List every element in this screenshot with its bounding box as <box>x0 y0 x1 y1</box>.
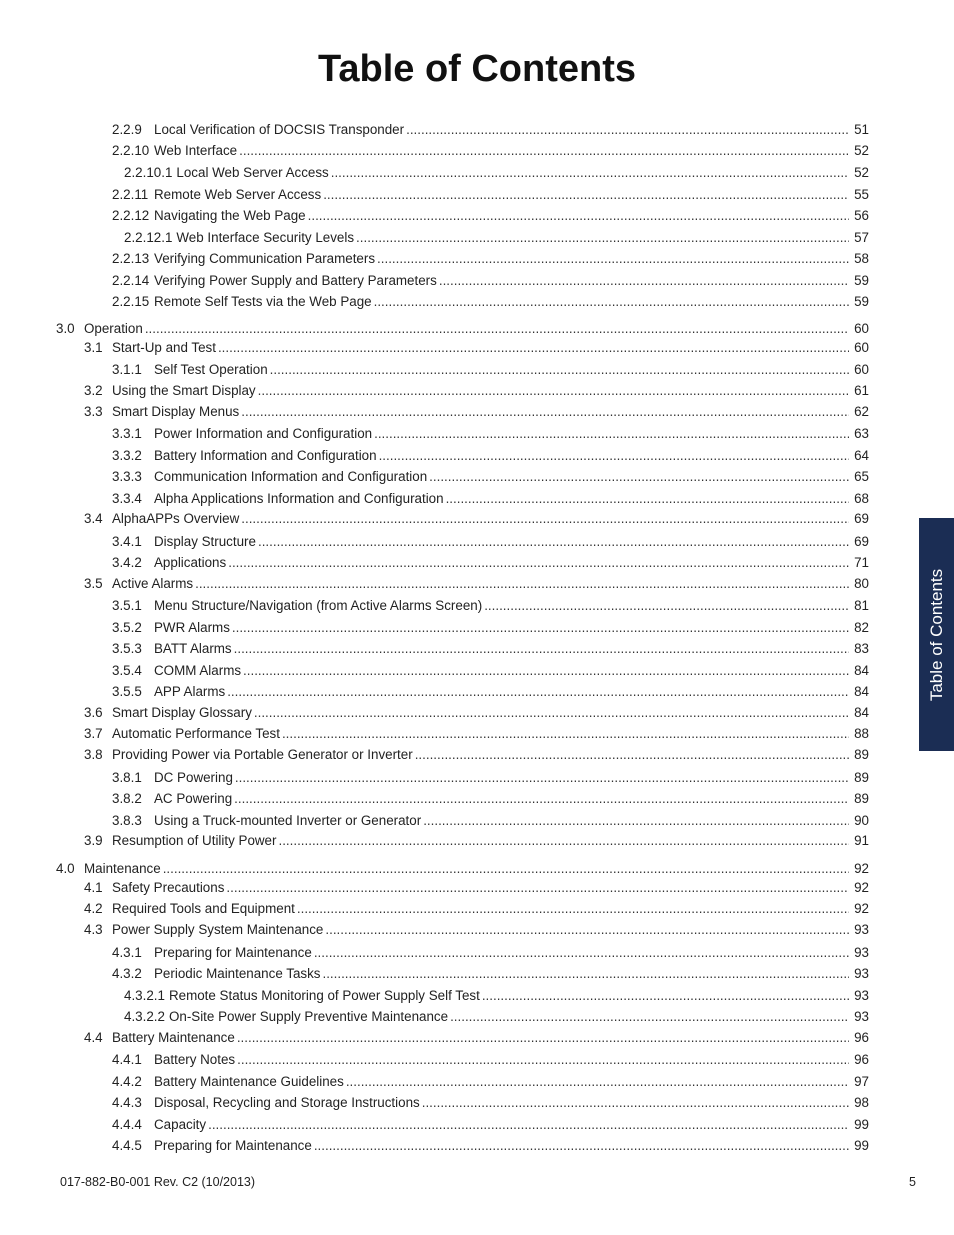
dot-leader <box>331 164 849 182</box>
toc-entry-label: Web Interface <box>154 143 238 158</box>
toc-entry-number: 3.8.3 <box>112 813 142 828</box>
toc-entry-label: On-Site Power Supply Preventive Maintenance <box>168 1009 449 1024</box>
toc-entry-number: 3.5.3 <box>112 641 142 656</box>
toc-entry-number: 3.3.1 <box>112 426 142 441</box>
footer-doc-number: 017-882-B0-001 Rev. C2 (10/2013) <box>60 1175 256 1189</box>
dot-leader <box>208 1116 849 1134</box>
toc-entry-page: 56 <box>854 208 869 223</box>
toc-entry-number: 4.4.3 <box>112 1095 142 1110</box>
dot-leader <box>422 1094 849 1112</box>
dot-leader <box>232 619 849 637</box>
toc-entry-page: 93 <box>854 988 869 1003</box>
dot-leader <box>254 704 849 722</box>
dot-leader <box>377 250 849 268</box>
toc-entry-number: 3.5 <box>84 576 103 591</box>
dot-leader <box>234 640 849 658</box>
toc-entry-label: AlphaAPPs Overview <box>112 511 240 526</box>
toc-entry-number: 3.8.1 <box>112 770 142 785</box>
toc-entry[interactable] <box>112 121 869 139</box>
toc-entry-page: 57 <box>854 230 869 245</box>
toc-entry[interactable] <box>84 403 869 421</box>
toc-entry[interactable] <box>112 1073 869 1091</box>
toc-entry-label: Providing Power via Portable Generator or Inverter <box>112 747 413 762</box>
dot-leader <box>282 725 849 743</box>
dot-leader <box>322 965 849 983</box>
toc-entry[interactable] <box>112 965 869 983</box>
toc-entry[interactable] <box>56 320 869 338</box>
toc-entry-label: Battery Maintenance Guidelines <box>154 1074 344 1089</box>
toc-entry[interactable] <box>112 1116 869 1134</box>
toc-entry-page: 60 <box>854 321 869 336</box>
toc-entry[interactable] <box>112 1137 869 1155</box>
toc-entry-label: Start-Up and Test <box>112 340 216 355</box>
toc-entry-number: 3.8 <box>84 747 103 762</box>
toc-entry[interactable] <box>84 510 869 528</box>
toc-entry-number: 3.6 <box>84 705 103 720</box>
toc-entry-label: Capacity <box>154 1117 207 1132</box>
toc-entry-label: Battery Information and Configuration <box>154 448 377 463</box>
toc-entry-page: 92 <box>854 901 869 916</box>
toc-entry-number: 2.2.9 <box>112 122 142 137</box>
dot-leader <box>439 272 849 290</box>
toc-entry-label: Web Interface Security Levels <box>176 230 355 245</box>
side-section-tab <box>919 518 954 751</box>
toc-entry-page: 93 <box>854 966 869 981</box>
toc-entry-label: Smart Display Glossary <box>112 705 252 720</box>
dot-leader <box>379 447 849 465</box>
dot-leader <box>241 403 849 421</box>
toc-entry[interactable] <box>84 704 869 722</box>
toc-entry[interactable] <box>84 832 869 850</box>
toc-entry-page: 59 <box>854 294 869 309</box>
toc-entry[interactable] <box>84 575 869 593</box>
toc-entry[interactable] <box>112 812 869 830</box>
dot-leader <box>258 533 849 551</box>
toc-entry-label: Power Supply System Maintenance <box>112 922 324 937</box>
toc-entry-page: 83 <box>854 641 869 656</box>
toc-entry-label: Preparing for Maintenance <box>154 1138 312 1153</box>
toc-entry[interactable] <box>84 725 869 743</box>
dot-leader <box>346 1073 849 1091</box>
toc-entry-page: 69 <box>854 511 869 526</box>
toc-entry-number: 3.5.2 <box>112 620 142 635</box>
toc-entry-number: 4.1 <box>84 880 103 895</box>
dot-leader <box>482 987 849 1005</box>
toc-entry[interactable] <box>112 533 869 551</box>
toc-entry[interactable] <box>112 250 869 268</box>
toc-entry-number: 3.0 <box>56 321 75 336</box>
toc-entry-page: 88 <box>854 726 869 741</box>
dot-leader <box>145 320 849 338</box>
toc-entry[interactable] <box>124 987 869 1005</box>
toc-entry-label: Verifying Communication Parameters <box>154 251 376 266</box>
toc-entry-number: 2.2.10.1 <box>124 165 173 180</box>
toc-entry-number: 3.5.1 <box>112 598 142 613</box>
toc-entry-page: 60 <box>854 340 869 355</box>
page-title: Table of Contents <box>317 48 637 90</box>
toc-entry-page: 58 <box>854 251 869 266</box>
toc-entry-label: Maintenance <box>84 861 161 876</box>
dot-leader <box>415 746 849 764</box>
toc-entry-label: Remote Status Monitoring of Power Supply Self Test <box>168 988 480 1003</box>
dot-leader <box>374 425 849 443</box>
dot-leader <box>237 1029 849 1047</box>
toc-entry-label: Remote Self Tests via the Web Page <box>154 294 372 309</box>
toc-entry-page: 93 <box>854 922 869 937</box>
toc-entry-label: Using the Smart Display <box>112 383 256 398</box>
toc-entry-page: 59 <box>854 273 869 288</box>
toc-entry-number: 4.4.1 <box>112 1052 142 1067</box>
toc-entry-page: 89 <box>854 791 869 806</box>
toc-entry[interactable] <box>84 382 869 400</box>
toc-entry-label: Preparing for Maintenance <box>154 945 312 960</box>
toc-entry-page: 63 <box>854 426 869 441</box>
toc-entry-label: Resumption of Utility Power <box>112 833 277 848</box>
toc-entry-label: Menu Structure/Navigation (from Active Alarms Screen) <box>154 598 483 613</box>
toc-entry-page: 71 <box>854 555 869 570</box>
toc-entry-number: 3.9 <box>84 833 103 848</box>
toc-entry-number: 3.3.4 <box>112 491 142 506</box>
dot-leader <box>234 790 849 808</box>
toc-entry-label: Self Test Operation <box>154 362 268 377</box>
toc-entry[interactable] <box>112 447 869 465</box>
toc-entry-page: 61 <box>854 383 869 398</box>
toc-entry-number: 4.3.2.2 <box>124 1009 165 1024</box>
toc-entry-label: PWR Alarms <box>154 620 230 635</box>
dot-leader <box>228 554 849 572</box>
toc-entry-number: 4.3 <box>84 922 103 937</box>
toc-entry-page: 91 <box>854 833 869 848</box>
toc-entry[interactable] <box>112 272 869 290</box>
dot-leader <box>484 597 849 615</box>
toc-entry[interactable] <box>112 361 869 379</box>
toc-entry-number: 4.4.4 <box>112 1117 142 1132</box>
dot-leader <box>429 468 849 486</box>
toc-entry[interactable] <box>112 790 869 808</box>
toc-entry-number: 4.4 <box>84 1030 103 1045</box>
dot-leader <box>218 339 849 357</box>
toc-entry-label: Safety Precautions <box>112 880 225 895</box>
toc-entry-page: 69 <box>854 534 869 549</box>
toc-entry-label: Navigating the Web Page <box>154 208 306 223</box>
toc-entry-label: APP Alarms <box>154 684 226 699</box>
toc-entry-number: 3.2 <box>84 383 103 398</box>
toc-entry-label: Required Tools and Equipment <box>112 901 295 916</box>
toc-entry-number: 3.5.4 <box>112 663 142 678</box>
toc-entry-page: 80 <box>854 576 869 591</box>
toc-entry-label: Operation <box>84 321 143 336</box>
toc-entry-number: 4.3.1 <box>112 945 142 960</box>
toc-entry-page: 89 <box>854 770 869 785</box>
toc-entry-page: 96 <box>854 1052 869 1067</box>
dot-leader <box>237 1051 849 1069</box>
dot-leader <box>226 879 849 897</box>
dot-leader <box>227 683 849 701</box>
toc-entry-page: 92 <box>854 861 869 876</box>
toc-entry-page: 96 <box>854 1030 869 1045</box>
toc-entry-number: 4.3.2.1 <box>124 988 165 1003</box>
toc-entry-number: 3.3.3 <box>112 469 142 484</box>
dot-leader <box>450 1008 849 1026</box>
toc-entry-page: 92 <box>854 880 869 895</box>
dot-leader <box>243 662 849 680</box>
toc-entry[interactable] <box>84 746 869 764</box>
toc-entry-label: Display Structure <box>154 534 256 549</box>
toc-entry-page: 65 <box>854 469 869 484</box>
toc-entry-page: 81 <box>854 598 869 613</box>
toc-entry-number: 3.1 <box>84 340 103 355</box>
dot-leader <box>235 769 849 787</box>
toc-entry-number: 3.4 <box>84 511 103 526</box>
toc-entry-label: Communication Information and Configuration <box>154 469 428 484</box>
toc-entry-label: COMM Alarms <box>154 663 242 678</box>
dot-leader <box>270 361 849 379</box>
toc-entry-page: 68 <box>854 491 869 506</box>
toc-entry-label: Automatic Performance Test <box>112 726 280 741</box>
toc-entry-number: 2.2.11 <box>112 187 149 202</box>
toc-entry-page: 90 <box>854 813 869 828</box>
toc-entry-number: 3.8.2 <box>112 791 142 806</box>
toc-entry-page: 89 <box>854 747 869 762</box>
toc-entry-number: 2.2.15 <box>112 294 150 309</box>
toc-entry[interactable] <box>112 1051 869 1069</box>
toc-entry-label: Alpha Applications Information and Configuration <box>154 491 444 506</box>
toc-entry-number: 3.4.2 <box>112 555 142 570</box>
toc-entry-label: Smart Display Menus <box>112 404 240 419</box>
footer-page-number: 5 <box>909 1175 916 1189</box>
dot-leader <box>374 293 849 311</box>
toc-entry-page: 82 <box>854 620 869 635</box>
toc-entry-number: 4.0 <box>56 861 75 876</box>
toc-entry[interactable] <box>112 1094 869 1112</box>
toc-entry[interactable] <box>124 1008 869 1026</box>
toc-entry[interactable] <box>112 142 869 160</box>
dot-leader <box>297 900 849 918</box>
toc-entry-page: 62 <box>854 404 869 419</box>
side-tab-label: Table of Contents <box>926 568 946 701</box>
toc-entry-label: Local Web Server Access <box>176 165 329 180</box>
toc-entry-page: 84 <box>854 684 869 699</box>
toc-entry-page: 99 <box>854 1117 869 1132</box>
toc-entry-page: 52 <box>854 165 869 180</box>
toc-entry-label: DC Powering <box>154 770 233 785</box>
toc-entry-page: 93 <box>854 945 869 960</box>
toc-entry[interactable] <box>112 640 869 658</box>
toc-entry[interactable] <box>112 293 869 311</box>
toc-entry-number: 4.4.2 <box>112 1074 142 1089</box>
toc-entry[interactable] <box>84 900 869 918</box>
toc-entry-label: Active Alarms <box>112 576 194 591</box>
toc-entry[interactable] <box>56 860 869 878</box>
toc-entry-page: 60 <box>854 362 869 377</box>
toc-entry[interactable] <box>112 769 869 787</box>
toc-entry-page: 51 <box>854 122 869 137</box>
toc-entry-label: Local Verification of DOCSIS Transponder <box>154 122 405 137</box>
toc-entry-page: 99 <box>854 1138 869 1153</box>
dot-leader <box>323 186 849 204</box>
toc-entry[interactable] <box>112 662 869 680</box>
toc-entry[interactable] <box>84 879 869 897</box>
toc-entry-number: 3.7 <box>84 726 103 741</box>
toc-entry[interactable] <box>112 207 869 225</box>
toc-entry-label: Applications <box>154 555 227 570</box>
dot-leader <box>406 121 849 139</box>
toc-entry-page: 52 <box>854 143 869 158</box>
toc-entry-page: 93 <box>854 1009 869 1024</box>
toc-entry-number: 3.1.1 <box>112 362 142 377</box>
toc-entry-number: 4.4.5 <box>112 1138 142 1153</box>
toc-entry-label: Battery Notes <box>154 1052 236 1067</box>
dot-leader <box>241 510 849 528</box>
toc-entry-page: 55 <box>854 187 869 202</box>
toc-entry-label: Disposal, Recycling and Storage Instructions <box>154 1095 420 1110</box>
toc-entry[interactable] <box>84 1029 869 1047</box>
toc-entry-label: AC Powering <box>154 791 233 806</box>
toc-entry[interactable] <box>112 554 869 572</box>
toc-entry[interactable] <box>112 490 869 508</box>
toc-entry-number: 2.2.14 <box>112 273 150 288</box>
toc-entry-number: 2.2.12 <box>112 208 150 223</box>
toc-entry[interactable] <box>112 425 869 443</box>
toc-entry[interactable] <box>124 164 869 182</box>
toc-entry[interactable] <box>84 339 869 357</box>
toc-entry-label: Using a Truck-mounted Inverter or Generator <box>154 813 422 828</box>
dot-leader <box>163 860 849 878</box>
toc-entry-label: Verifying Power Supply and Battery Parameters <box>154 273 437 288</box>
toc-entry[interactable] <box>84 921 869 939</box>
toc-entry-number: 3.3 <box>84 404 103 419</box>
dot-leader <box>325 921 849 939</box>
dot-leader <box>239 142 849 160</box>
dot-leader <box>314 1137 849 1155</box>
toc-entry-page: 84 <box>854 705 869 720</box>
toc-entry-page: 64 <box>854 448 869 463</box>
toc-entry-label: Periodic Maintenance Tasks <box>154 966 321 981</box>
toc-entry[interactable] <box>112 944 869 962</box>
dot-leader <box>308 207 849 225</box>
toc-entry-number: 4.2 <box>84 901 103 916</box>
toc-entry[interactable] <box>124 229 869 247</box>
dot-leader <box>278 832 849 850</box>
toc-entry[interactable] <box>112 619 869 637</box>
toc-entry-label: Battery Maintenance <box>112 1030 235 1045</box>
toc-entry[interactable] <box>112 683 869 701</box>
toc-entry-number: 3.5.5 <box>112 684 142 699</box>
toc-entry-page: 98 <box>854 1095 869 1110</box>
toc-entry-number: 3.3.2 <box>112 448 142 463</box>
toc-entry-page: 97 <box>854 1074 869 1089</box>
toc-entry[interactable] <box>112 468 869 486</box>
dot-leader <box>356 229 849 247</box>
toc-entry-page: 84 <box>854 663 869 678</box>
toc-entry-number: 2.2.10 <box>112 143 150 158</box>
toc-entry[interactable] <box>112 597 869 615</box>
dot-leader <box>446 490 849 508</box>
dot-leader <box>258 382 849 400</box>
toc-entry-number: 3.4.1 <box>112 534 142 549</box>
toc-entry-number: 2.2.12.1 <box>124 230 173 245</box>
toc-entry-number: 4.3.2 <box>112 966 142 981</box>
toc-entry-label: Power Information and Configuration <box>154 426 373 441</box>
toc-entry-label: BATT Alarms <box>154 641 232 656</box>
dot-leader <box>314 944 849 962</box>
toc-entry-label: Remote Web Server Access <box>154 187 322 202</box>
dot-leader <box>195 575 849 593</box>
dot-leader <box>423 812 849 830</box>
toc-entry-number: 2.2.13 <box>112 251 150 266</box>
toc-entry[interactable] <box>112 186 869 204</box>
